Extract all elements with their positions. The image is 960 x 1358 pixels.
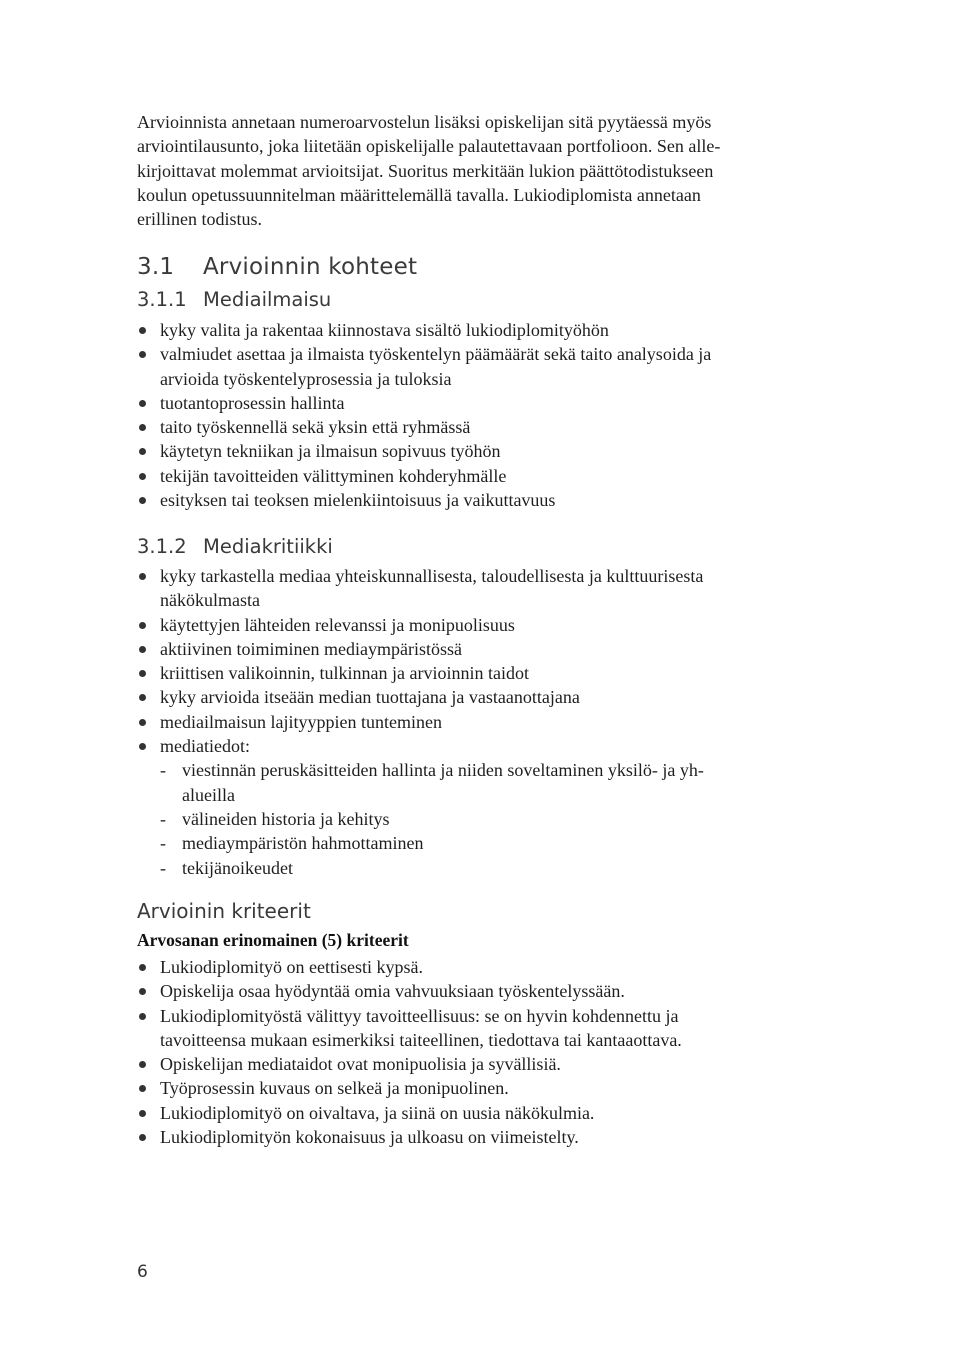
bullet-icon (139, 573, 146, 580)
sublist-item: - viestinnän peruskäsitteiden hallinta ja niiden soveltaminen yksilö- ja yh- alueilla (160, 760, 704, 805)
section-number: 3.1 (137, 254, 175, 280)
bullet-icon (139, 448, 146, 455)
criteria-heading: Arvioinin kriteerit (137, 899, 311, 923)
list-item: mediailmaisun lajityyppien tunteminen (137, 710, 817, 734)
list-item: aktiivinen toimiminen mediaympäristössä (137, 637, 817, 661)
bullet-icon (139, 1013, 146, 1020)
bullet-icon (139, 497, 146, 504)
criteria-list (137, 955, 817, 1149)
bullet-icon (139, 670, 146, 677)
bullet-icon (139, 424, 146, 431)
section-number: 3.1.1 (137, 288, 187, 311)
list-item: tekijän tavoitteiden välittyminen kohderyhmälle (137, 464, 817, 488)
intro-line: erillinen todistus. (137, 209, 262, 230)
section-heading-3-1-1 (137, 288, 331, 311)
section-title: Arvioinnin kohteet (203, 254, 418, 280)
list-item: valmiudet asettaa ja ilmaista työskentelyn päämäärät sekä taito analysoida ja arvioida työskentelyprosessia ja tuloksia (137, 342, 817, 391)
list-item: mediatiedot: - viestinnän peruskäsitteiden hallinta ja niiden soveltaminen yksilö- ja yh- alueilla - välineiden historia ja kehitys - mediaympäristön hahmottaminen - tekijänoikeudet (137, 734, 817, 880)
bullet-icon (139, 622, 146, 629)
sublist-item: - mediaympäristön hahmottaminen (160, 831, 817, 855)
dash-marker: - (160, 833, 166, 854)
section-heading-3-1-2 (137, 535, 333, 558)
bullet-icon (139, 646, 146, 653)
section-title: Mediakritiikki (203, 535, 333, 558)
bullet-icon (139, 1134, 146, 1141)
bullet-icon (139, 719, 146, 726)
bullet-icon (139, 1085, 146, 1092)
mediakritiikki-list (137, 564, 817, 880)
sublist-item: - välineiden historia ja kehitys (160, 807, 817, 831)
list-item: Lukiodiplomityö on eettisesti kypsä. (137, 955, 817, 979)
intro-line: kirjoittavat molemmat arvioitsijat. Suoritus merkitään lukion päättötodistukseen (137, 160, 714, 181)
list-item: käytettyjen lähteiden relevanssi ja monipuolisuus (137, 613, 817, 637)
list-item: Opiskelijan mediataidot ovat monipuolisia ja syvällisiä. (137, 1052, 817, 1076)
intro-line: koulun opetussuunnitelman määrittelemällä tavalla. Lukiodiplomista annetaan (137, 184, 701, 205)
list-item: Lukiodiplomityöstä välittyy tavoitteellisuus: se on hyvin kohdennettu ja tavoitteensa mukaan esimerkiksi taiteellinen, tiedottava tai kantaaottava. (137, 1004, 817, 1053)
bullet-icon (139, 400, 146, 407)
bullet-icon (139, 964, 146, 971)
dash-marker: - (160, 857, 166, 878)
list-item: Lukiodiplomityön kokonaisuus ja ulkoasu on viimeistelty. (137, 1125, 817, 1149)
bullet-icon (139, 743, 146, 750)
list-item: Lukiodiplomityö on oivaltava, ja siinä on uusia näkökulmia. (137, 1101, 817, 1125)
bullet-icon (139, 473, 146, 480)
section-heading-3-1 (137, 254, 417, 280)
list-item: käytetyn tekniikan ja ilmaisun sopivuus työhön (137, 439, 817, 463)
mediatiedot-sublist (160, 758, 817, 879)
bullet-icon (139, 1110, 146, 1117)
bullet-icon (139, 327, 146, 334)
bullet-icon (139, 694, 146, 701)
bullet-icon (139, 1061, 146, 1068)
list-item: Työprosessin kuvaus on selkeä ja monipuolinen. (137, 1076, 817, 1100)
list-item: taito työskennellä sekä yksin että ryhmässä (137, 415, 817, 439)
dash-marker: - (160, 808, 166, 829)
bullet-icon (139, 988, 146, 995)
sublist-item: - tekijänoikeudet (160, 856, 817, 880)
mediailmaisu-list (137, 318, 817, 512)
section-number: 3.1.2 (137, 535, 187, 558)
dash-marker: - (160, 760, 166, 781)
intro-paragraph (137, 110, 827, 231)
list-item: kyky valita ja rakentaa kiinnostava sisältö lukiodiplomityöhön (137, 318, 817, 342)
page-number: 6 (137, 1262, 148, 1282)
list-item: kyky tarkastella mediaa yhteiskunnallisesta, taloudellisesta ja kulttuurisesta näkökulmasta (137, 564, 817, 613)
list-item: tuotantoprosessin hallinta (137, 391, 817, 415)
section-title: Mediailmaisu (203, 288, 332, 311)
list-item: esityksen tai teoksen mielenkiintoisuus ja vaikuttavuus (137, 488, 817, 512)
list-item: kyky arvioida itseään median tuottajana ja vastaanottajana (137, 685, 817, 709)
bullet-icon (139, 351, 146, 358)
intro-line: Arvioinnista annetaan numeroarvostelun lisäksi opiskelijan sitä pyytäessä myös (137, 112, 712, 132)
criteria-subheading: Arvosanan erinomainen (5) kriteerit (137, 930, 409, 950)
intro-line: arviointilausunto, joka liitetään opiskelijalle palautettavaan portfolioon. Sen alle- (137, 136, 721, 157)
list-item: Opiskelija osaa hyödyntää omia vahvuuksiaan työskentelyssään. (137, 979, 817, 1003)
list-item: kriittisen valikoinnin, tulkinnan ja arvioinnin taidot (137, 661, 817, 685)
